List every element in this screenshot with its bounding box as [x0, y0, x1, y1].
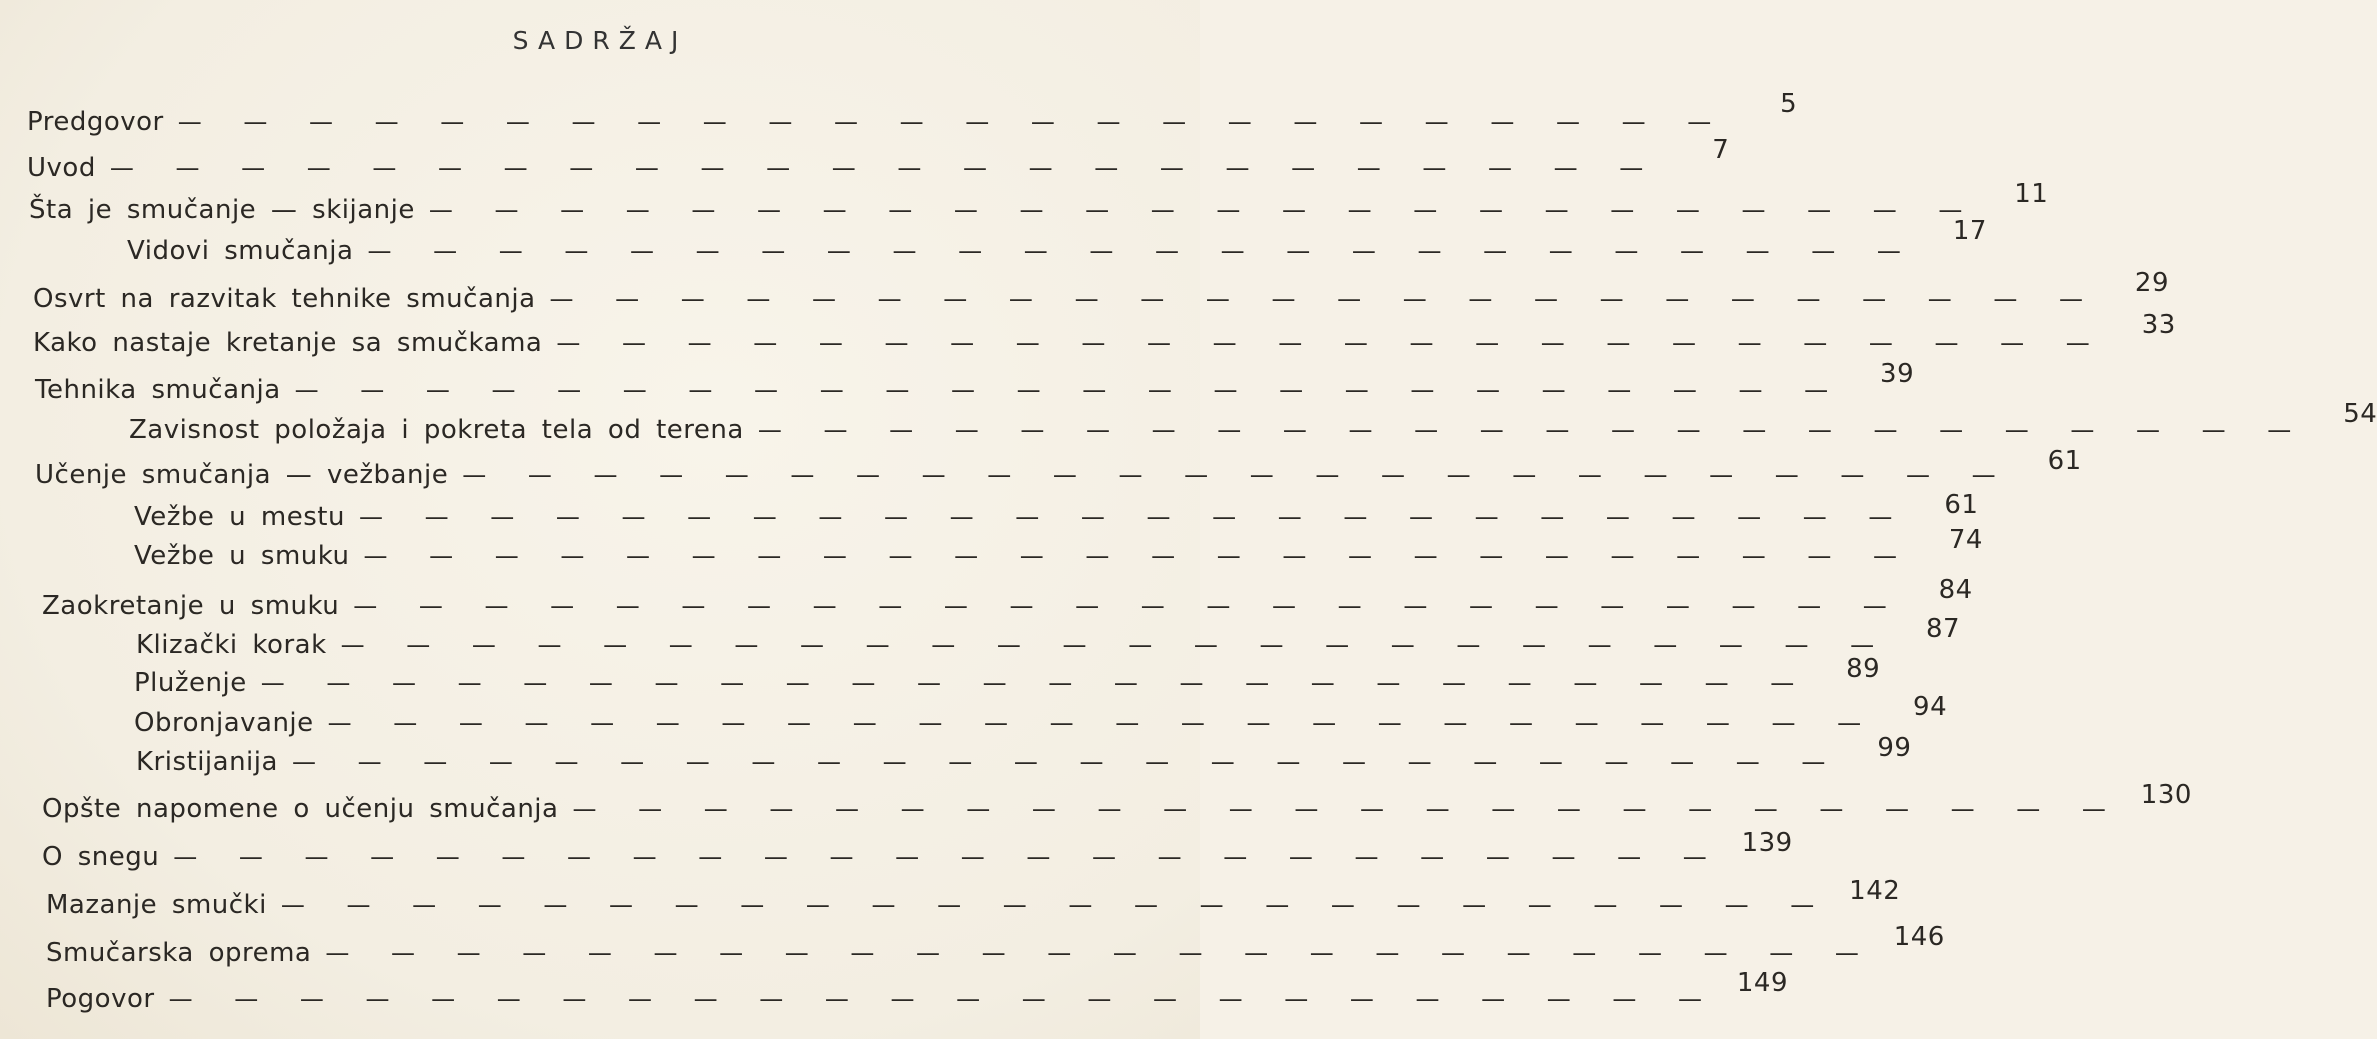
dash-leader: — — — — — — — — — — — — — — — — — — — — — — — — [367, 237, 1915, 265]
toc-entry-label: Klizački korak [136, 630, 327, 660]
toc-entry-label: Predgovor [27, 107, 164, 137]
toc-entry-label: Opšte napomene o učenju smučanja [42, 794, 559, 824]
toc-entry-vezbe-u-mestu [134, 490, 1979, 532]
dash-leader: — — — — — — — — — — — — — — — — — — — — — — — — [168, 985, 1717, 1013]
toc-entry-page: 99 [1877, 733, 1912, 763]
toc-entry-mazanje-smucki [46, 876, 1901, 920]
toc-entry-page: 61 [1944, 490, 1979, 520]
toc-entry-page: 89 [1846, 654, 1881, 684]
dash-leader: — — — — — — — — — — — — — — — — — — — — — — — — [280, 891, 1829, 919]
dash-leader: — — — — — — — — — — — — — — — — — — — — — — — — [556, 329, 2104, 357]
toc-entry-opste-napomene [42, 780, 2192, 824]
toc-entry-label: Tehnika smučanja [35, 375, 281, 405]
toc-entry-page: 5 [1780, 89, 1798, 119]
toc-entry-label: Učenje smučanja — vežbanje [35, 460, 449, 490]
toc-entry-page: 74 [1948, 525, 1983, 555]
toc-entry-page: 130 [2140, 780, 2192, 810]
toc-entry-page: 61 [2047, 446, 2082, 476]
toc-entry-tehnika [35, 359, 1915, 405]
toc-entry-label: Mazanje smučki [46, 890, 267, 920]
toc-entry-vezbe-u-smuku [134, 525, 1983, 571]
toc-entry-zavisnost [129, 399, 2377, 445]
dash-leader: — — — — — — — — — — — — — — — — — — — — — — — — [462, 461, 2010, 489]
toc-entry-pluzenje [134, 654, 1881, 698]
toc-entry-page: 149 [1736, 968, 1789, 998]
dash-leader: — — — — — — — — — — — — — — — — — — — — — — — — [358, 503, 1907, 531]
toc-entry-page: 139 [1741, 828, 1793, 858]
toc-entry-page: 39 [1880, 359, 1915, 389]
toc-entry-ucenje [35, 446, 2082, 490]
toc-entry-vidovi-smucanja [127, 216, 1987, 266]
toc-entry-predgovor [27, 89, 1798, 137]
toc-entry-label: Pogovor [46, 984, 155, 1014]
toc-entry-label: Vežbe u mestu [134, 502, 345, 532]
toc-entry-osvrt [33, 268, 2169, 314]
dash-leader: — — — — — — — — — — — — — — — — — — — — — — — — [177, 108, 1726, 136]
toc-entry-label: O snegu [42, 842, 160, 872]
toc-entry-obronjavanje [134, 692, 1948, 738]
toc-entry-page: 29 [2134, 268, 2169, 298]
toc-entry-page: 84 [1938, 575, 1973, 605]
toc-entry-label: Uvod [27, 153, 96, 183]
dash-leader: — — — — — — — — — — — — — — — — — — — — — — — — [109, 154, 1658, 182]
dash-leader: — — — — — — — — — — — — — — — — — — — — — — — — [340, 631, 1889, 659]
dash-leader: — — — — — — — — — — — — — — — — — — — — — — — — [363, 542, 1911, 570]
toc-entry-page: 11 [2014, 179, 2049, 209]
toc-entry-label: Vežbe u smuku [134, 541, 350, 571]
dash-leader: — — — — — — — — — — — — — — — — — — — — — — — — [327, 709, 1876, 737]
table-of-contents [0, 89, 2377, 1035]
toc-entry-o-snegu [42, 828, 1793, 872]
toc-entry-label: Pluženje [134, 668, 247, 698]
dash-leader: — — — — — — — — — — — — — — — — — — — — — — — — [260, 669, 1809, 697]
dash-leader: — — — — — — — — — — — — — — — — — — — — — — — — [757, 416, 2306, 444]
toc-entry-page: 146 [1893, 922, 1945, 952]
dash-leader: — — — — — — — — — — — — — — — — — — — — — — — — [549, 285, 2097, 313]
toc-entry-pogovor [46, 968, 1789, 1014]
toc-entry-page: 87 [1926, 614, 1961, 644]
toc-entry-uvod [27, 135, 1730, 183]
dash-leader: — — — — — — — — — — — — — — — — — — — — — — — — [572, 795, 2120, 823]
dash-leader: — — — — — — — — — — — — — — — — — — — — — — — — [173, 843, 1721, 871]
toc-entry-label: Šta je smučanje — skijanje [29, 195, 415, 225]
toc-entry-smucarska-oprema [46, 922, 1945, 968]
dash-leader: — — — — — — — — — — — — — — — — — — — — — — — — [294, 376, 1843, 404]
toc-entry-kako-nastaje [33, 310, 2176, 358]
toc-entry-label: Kristijanija [136, 747, 278, 777]
dash-leader: — — — — — — — — — — — — — — — — — — — — — — — — [353, 592, 1901, 620]
toc-entry-page: 142 [1849, 876, 1901, 906]
toc-entry-label: Kako nastaje kretanje sa smučkama [33, 328, 543, 358]
toc-entry-label: Vidovi smučanja [127, 236, 354, 266]
toc-entry-kristijanija [136, 733, 1912, 777]
toc-entry-page: 7 [1712, 135, 1730, 165]
dash-leader: — — — — — — — — — — — — — — — — — — — — — — — — [291, 748, 1840, 776]
toc-entry-page: 33 [2141, 310, 2176, 340]
toc-entry-label: Zaokretanje u smuku [42, 591, 340, 621]
toc-entry-sta-je-smucanje [29, 179, 2049, 225]
toc-entry-klizacki-korak [136, 614, 1961, 660]
toc-entry-label: Smučarska oprema [46, 938, 312, 968]
page-title: SADRŽAJ [512, 26, 688, 55]
toc-entry-label: Obronjavanje [134, 708, 314, 738]
toc-entry-page: 54 [2343, 399, 2377, 429]
toc-entry-page: 94 [1913, 692, 1948, 722]
toc-entry-zaokretanje [42, 575, 1973, 621]
toc-entry-label: Osvrt na razvitak tehnike smučanja [33, 284, 536, 314]
toc-entry-page: 17 [1952, 216, 1987, 246]
toc-entry-label: Zavisnost položaja i pokreta tela od terena [129, 415, 744, 445]
dash-leader: — — — — — — — — — — — — — — — — — — — — — — — — [428, 196, 1977, 224]
dash-leader: — — — — — — — — — — — — — — — — — — — — — — — — [325, 939, 1873, 967]
